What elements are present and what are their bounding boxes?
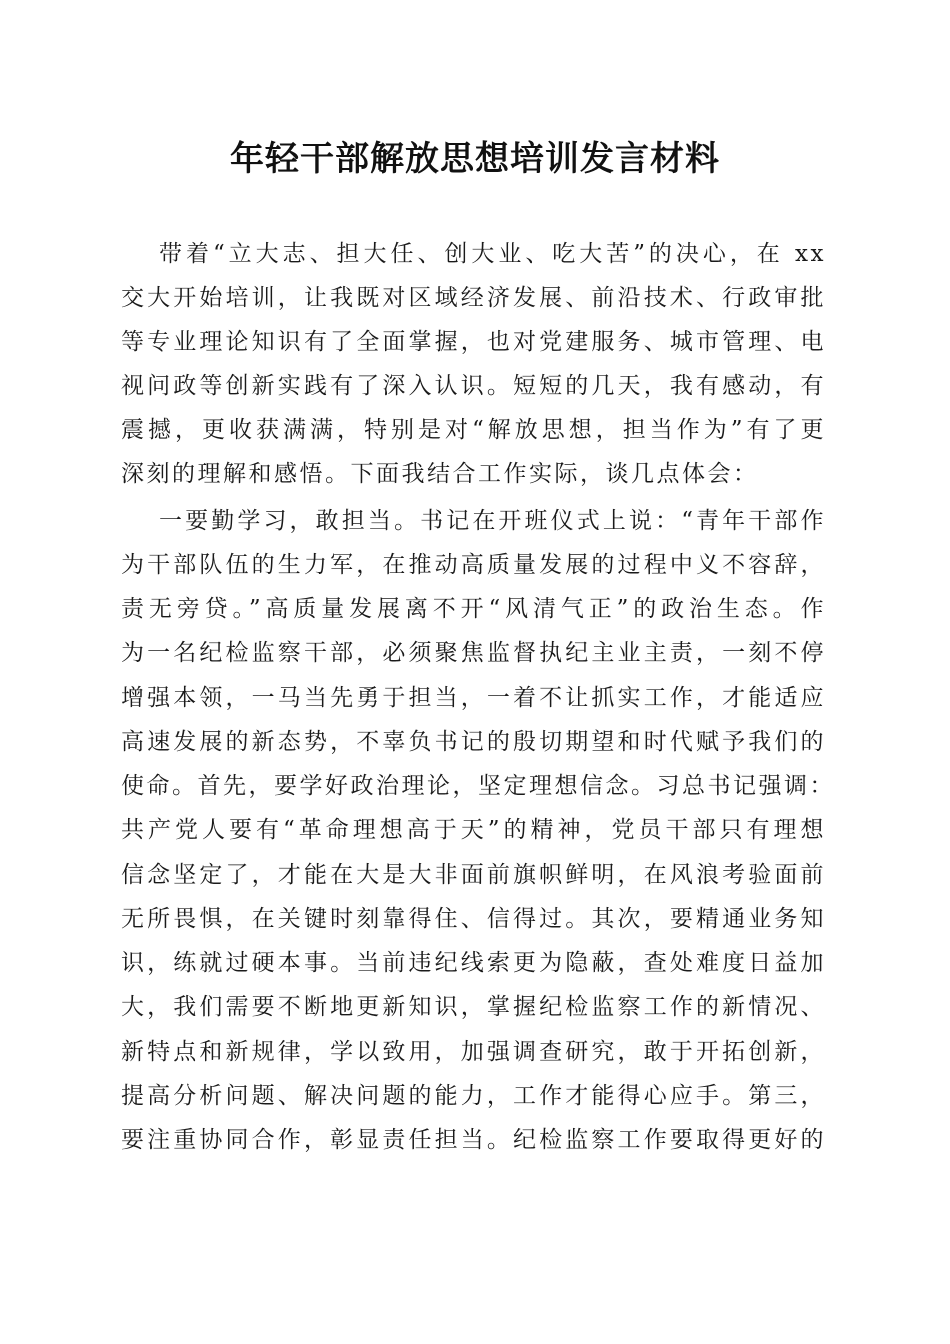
paragraph-line: 视问政等创新实践有了深入认识。短短的几天，我有感动，有 (121, 373, 826, 399)
paragraph-line: 责无旁贷。”高质量发展离不开“风清气正”的政治生态。作 (121, 596, 826, 622)
paragraph-line: 交大开始培训，让我既对区域经济发展、前沿技术、行政审批 (121, 285, 826, 311)
paragraph-line: 大，我们需要不断地更新知识，掌握纪检监察工作的新情况、 (121, 994, 826, 1020)
paragraph-line: 新特点和新规律，学以致用，加强调查研究，敢于开拓创新， (121, 1039, 826, 1065)
document-title: 年轻干部解放思想培训发言材料 (230, 139, 720, 179)
paragraph-line: 识，练就过硬本事。当前违纪线索更为隐蔽，查处难度日益加 (121, 950, 826, 976)
paragraph-line: 震撼，更收获满满，特别是对“解放思想，担当作为”有了更 (121, 417, 826, 443)
paragraph-line: 提高分析问题、解决问题的能力，工作才能得心应手。第三， (121, 1083, 826, 1109)
paragraph-line: 信念坚定了，才能在大是大非面前旗帜鲜明，在风浪考验面前 (121, 862, 826, 888)
paragraph-line: 一要勤学习，敢担当。书记在开班仪式上说：“青年干部作 (159, 508, 826, 534)
paragraph-line: 无所畏惧，在关键时刻靠得住、信得过。其次，要精通业务知 (121, 906, 826, 932)
paragraph-line: 共产党人要有“革命理想高于天”的精神，党员干部只有理想 (121, 817, 826, 843)
paragraph-line: 增强本领，一马当先勇于担当，一着不让抓实工作，才能适应 (121, 685, 826, 711)
paragraph-line: 带着“立大志、担大任、创大业、吃大苦”的决心，在 xx (159, 241, 826, 267)
paragraph-line: 深刻的理解和感悟。下面我结合工作实际，谈几点体会： (121, 461, 759, 487)
paragraph-line: 等专业理论知识有了全面掌握，也对党建服务、城市管理、电 (121, 329, 826, 355)
paragraph-line: 高速发展的新态势，不辜负书记的殷切期望和时代赋予我们的 (121, 729, 826, 755)
paragraph-line: 为干部队伍的生力军，在推动高质量发展的过程中义不容辞， (121, 552, 826, 578)
paragraph-line: 要注重协同合作，彰显责任担当。纪检监察工作要取得更好的 (121, 1127, 826, 1153)
paragraph-line: 使命。首先，要学好政治理论，坚定理想信念。习总书记强调： (121, 773, 835, 799)
paragraph-line: 为一名纪检监察干部，必须聚焦监督执纪主业主责，一刻不停 (121, 640, 826, 666)
